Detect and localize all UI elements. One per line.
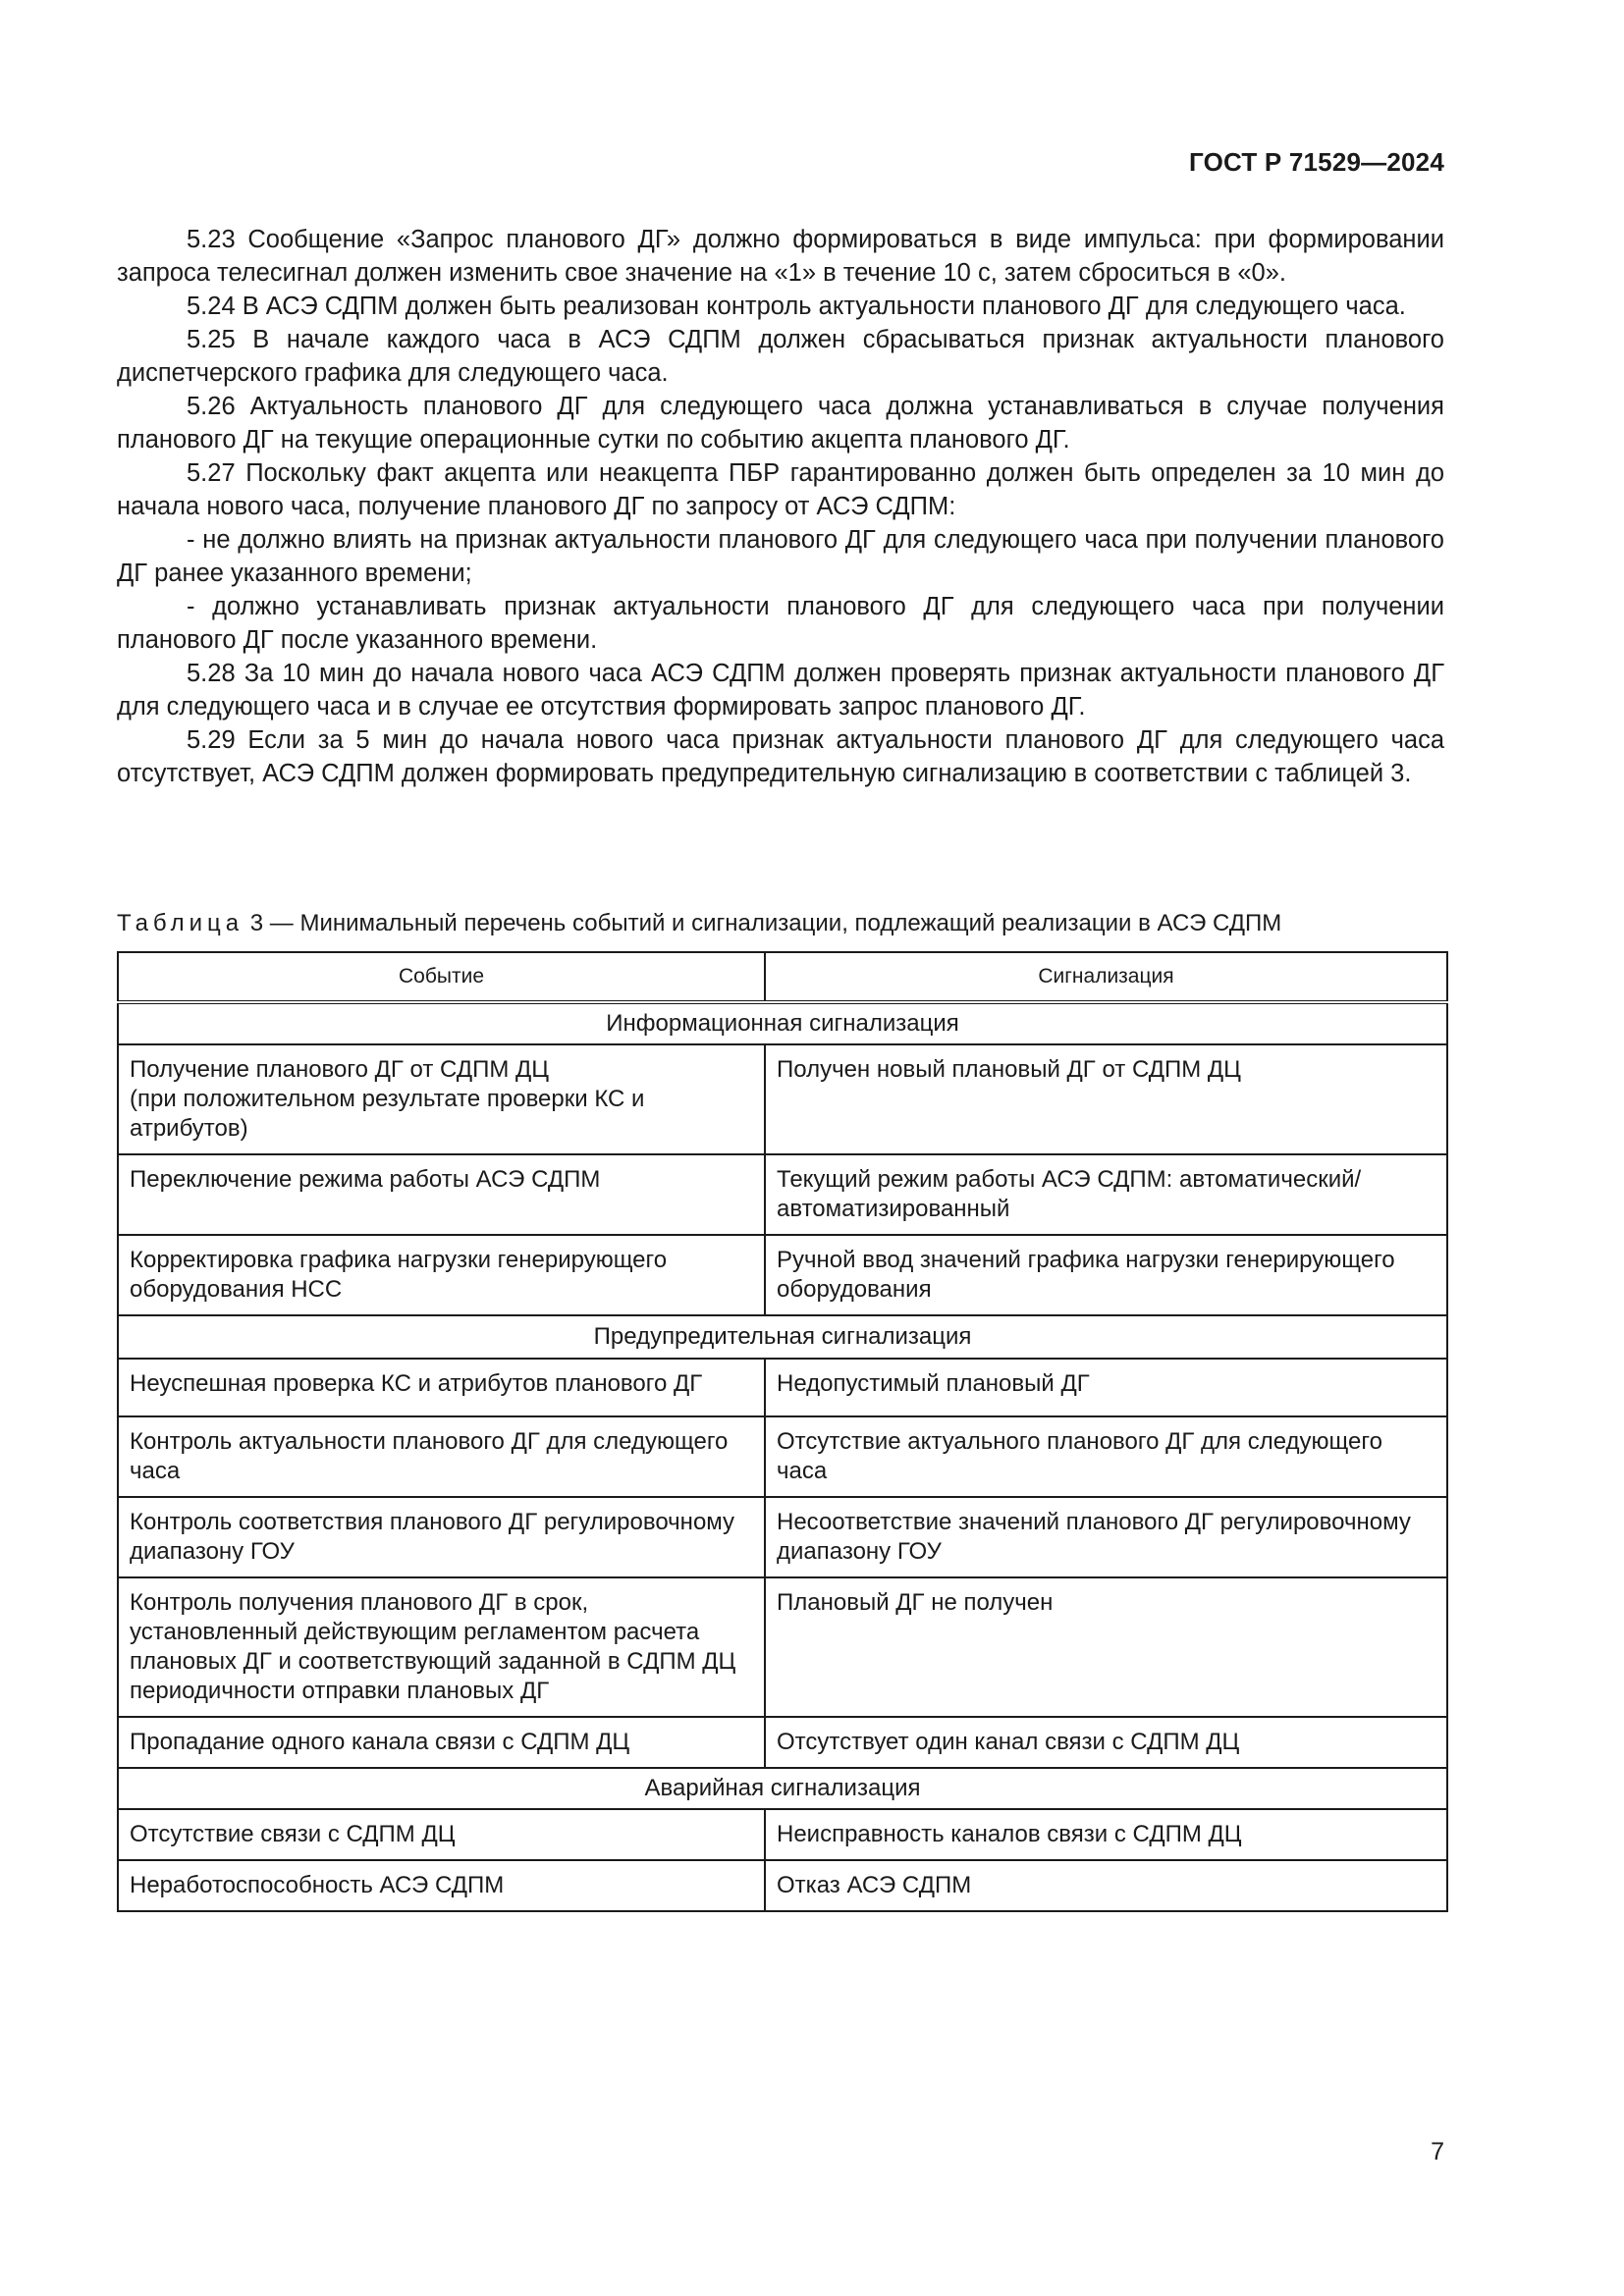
table-caption-label: Таблица — [117, 910, 244, 936]
event-cell: Неработоспособность АСЭ СДПМ — [118, 1860, 765, 1911]
table-section-row — [118, 1315, 1447, 1359]
table-row — [118, 1235, 1447, 1315]
table-row — [118, 1497, 1447, 1577]
event-cell: Контроль соответствия планового ДГ регулировочному диапазону ГОУ — [118, 1497, 765, 1577]
signaling-cell: Несоответствие значений планового ДГ регулировочному диапазону ГОУ — [765, 1497, 1447, 1577]
signaling-cell: Текущий режим работы АСЭ СДПМ: автоматический/ автоматизированный — [765, 1154, 1447, 1235]
event-cell: Корректировка графика нагрузки генерирующего оборудования НСС — [118, 1235, 765, 1315]
event-cell: Контроль актуальности планового ДГ для следующего часа — [118, 1416, 765, 1497]
signaling-cell: Отсутствует один канал связи с СДПМ ДЦ — [765, 1717, 1447, 1768]
paragraph-5-24: 5.24 В АСЭ СДПМ должен быть реализован контроль актуальности планового ДГ для следующего часа. — [187, 293, 1406, 320]
paragraph-5-25: 5.25 В начале каждого часа в АСЭ СДПМ должен сбрасываться признак актуальности планового диспетчерского графика для следующего часа. — [117, 326, 1444, 387]
event-cell: Неуспешная проверка КС и атрибутов планового ДГ — [118, 1359, 765, 1416]
table-row — [118, 1809, 1447, 1860]
table-row — [118, 1416, 1447, 1497]
table-header-row — [118, 952, 1447, 1002]
signaling-cell: Отказ АСЭ СДПМ — [765, 1860, 1447, 1911]
signaling-cell: Плановый ДГ не получен — [765, 1577, 1447, 1717]
events-table — [117, 951, 1448, 1912]
signaling-cell: Получен новый плановый ДГ от СДПМ ДЦ — [765, 1044, 1447, 1154]
table-section-row — [118, 1768, 1447, 1809]
signaling-cell: Отсутствие актуального планового ДГ для следующего часа — [765, 1416, 1447, 1497]
table-body — [118, 1002, 1447, 1911]
event-cell: Пропадание одного канала связи с СДПМ ДЦ — [118, 1717, 765, 1768]
list-item-2: - должно устанавливать признак актуальности планового ДГ для следующего часа при получении планового ДГ после указанного времени. — [117, 593, 1444, 654]
page-number: 7 — [1431, 2138, 1444, 2165]
paragraph-5-29: 5.29 Если за 5 мин до начала нового часа признак актуальности планового ДГ для следующего часа отсутствует, АСЭ СДПМ должен формировать предупредительную сигнализацию в соответствии с таблицей 3. — [117, 726, 1444, 787]
table-row — [118, 1717, 1447, 1768]
table-caption — [117, 907, 1444, 940]
table-row — [118, 1860, 1447, 1911]
paragraph-5-26: 5.26 Актуальность планового ДГ для следующего часа должна устанавливаться в случае получения планового ДГ на текущие операционные сутки по событию акцепта планового ДГ. — [117, 393, 1444, 454]
event-cell: Получение планового ДГ от СДПМ ДЦ (при положительном результате проверки КС и атрибутов) — [118, 1044, 765, 1154]
paragraph-5-27: 5.27 Поскольку факт акцепта или неакцепта ПБР гарантированно должен быть определен за 10 мин до начала нового часа, получение планового ДГ по запросу от АСЭ СДПМ: — [117, 459, 1444, 520]
document-code: ГОСТ Р 71529—2024 — [1189, 147, 1444, 177]
signaling-cell: Ручной ввод значений графика нагрузки генерирующего оборудования — [765, 1235, 1447, 1315]
signaling-cell: Неисправность каналов связи с СДПМ ДЦ — [765, 1809, 1447, 1860]
event-cell: Отсутствие связи с СДПМ ДЦ — [118, 1809, 765, 1860]
header-signaling: Сигнализация — [765, 952, 1447, 1002]
body-text — [117, 223, 1444, 790]
table-row — [118, 1359, 1447, 1416]
list-item-1: - не должно влиять на признак актуальности планового ДГ для следующего часа при получении планового ДГ ранее указанного времени; — [117, 526, 1444, 587]
header-event: Событие — [118, 952, 765, 1002]
paragraph-5-28: 5.28 За 10 мин до начала нового часа АСЭ СДПМ должен проверять признак актуальности планового ДГ для следующего часа и в случае ее отсутствия формировать запрос планового ДГ. — [117, 660, 1444, 721]
table-row — [118, 1044, 1447, 1154]
table-section-row — [118, 1002, 1447, 1044]
table-section-title: Предупредительная сигнализация — [118, 1315, 1447, 1359]
table-row — [118, 1577, 1447, 1717]
signaling-cell: Недопустимый плановый ДГ — [765, 1359, 1447, 1416]
event-cell: Контроль получения планового ДГ в срок, установленный действующим регламентом расчета плановых ДГ и соответствующий заданной в СДПМ ДЦ периодичности отправки плановых ДГ — [118, 1577, 765, 1717]
table-section-title: Аварийная сигнализация — [118, 1768, 1447, 1809]
table-caption-title: 3 — Минимальный перечень событий и сигнализации, подлежащий реализации в АСЭ СДПМ — [244, 910, 1282, 936]
table-row — [118, 1154, 1447, 1235]
paragraph-5-23: 5.23 Сообщение «Запрос планового ДГ» должно формироваться в виде импульса: при формировании запроса телесигнал должен изменить свое значение на «1» в течение 10 с, затем сброситься в «0». — [117, 226, 1444, 287]
table-section-title: Информационная сигнализация — [118, 1002, 1447, 1044]
event-cell: Переключение режима работы АСЭ СДПМ — [118, 1154, 765, 1235]
